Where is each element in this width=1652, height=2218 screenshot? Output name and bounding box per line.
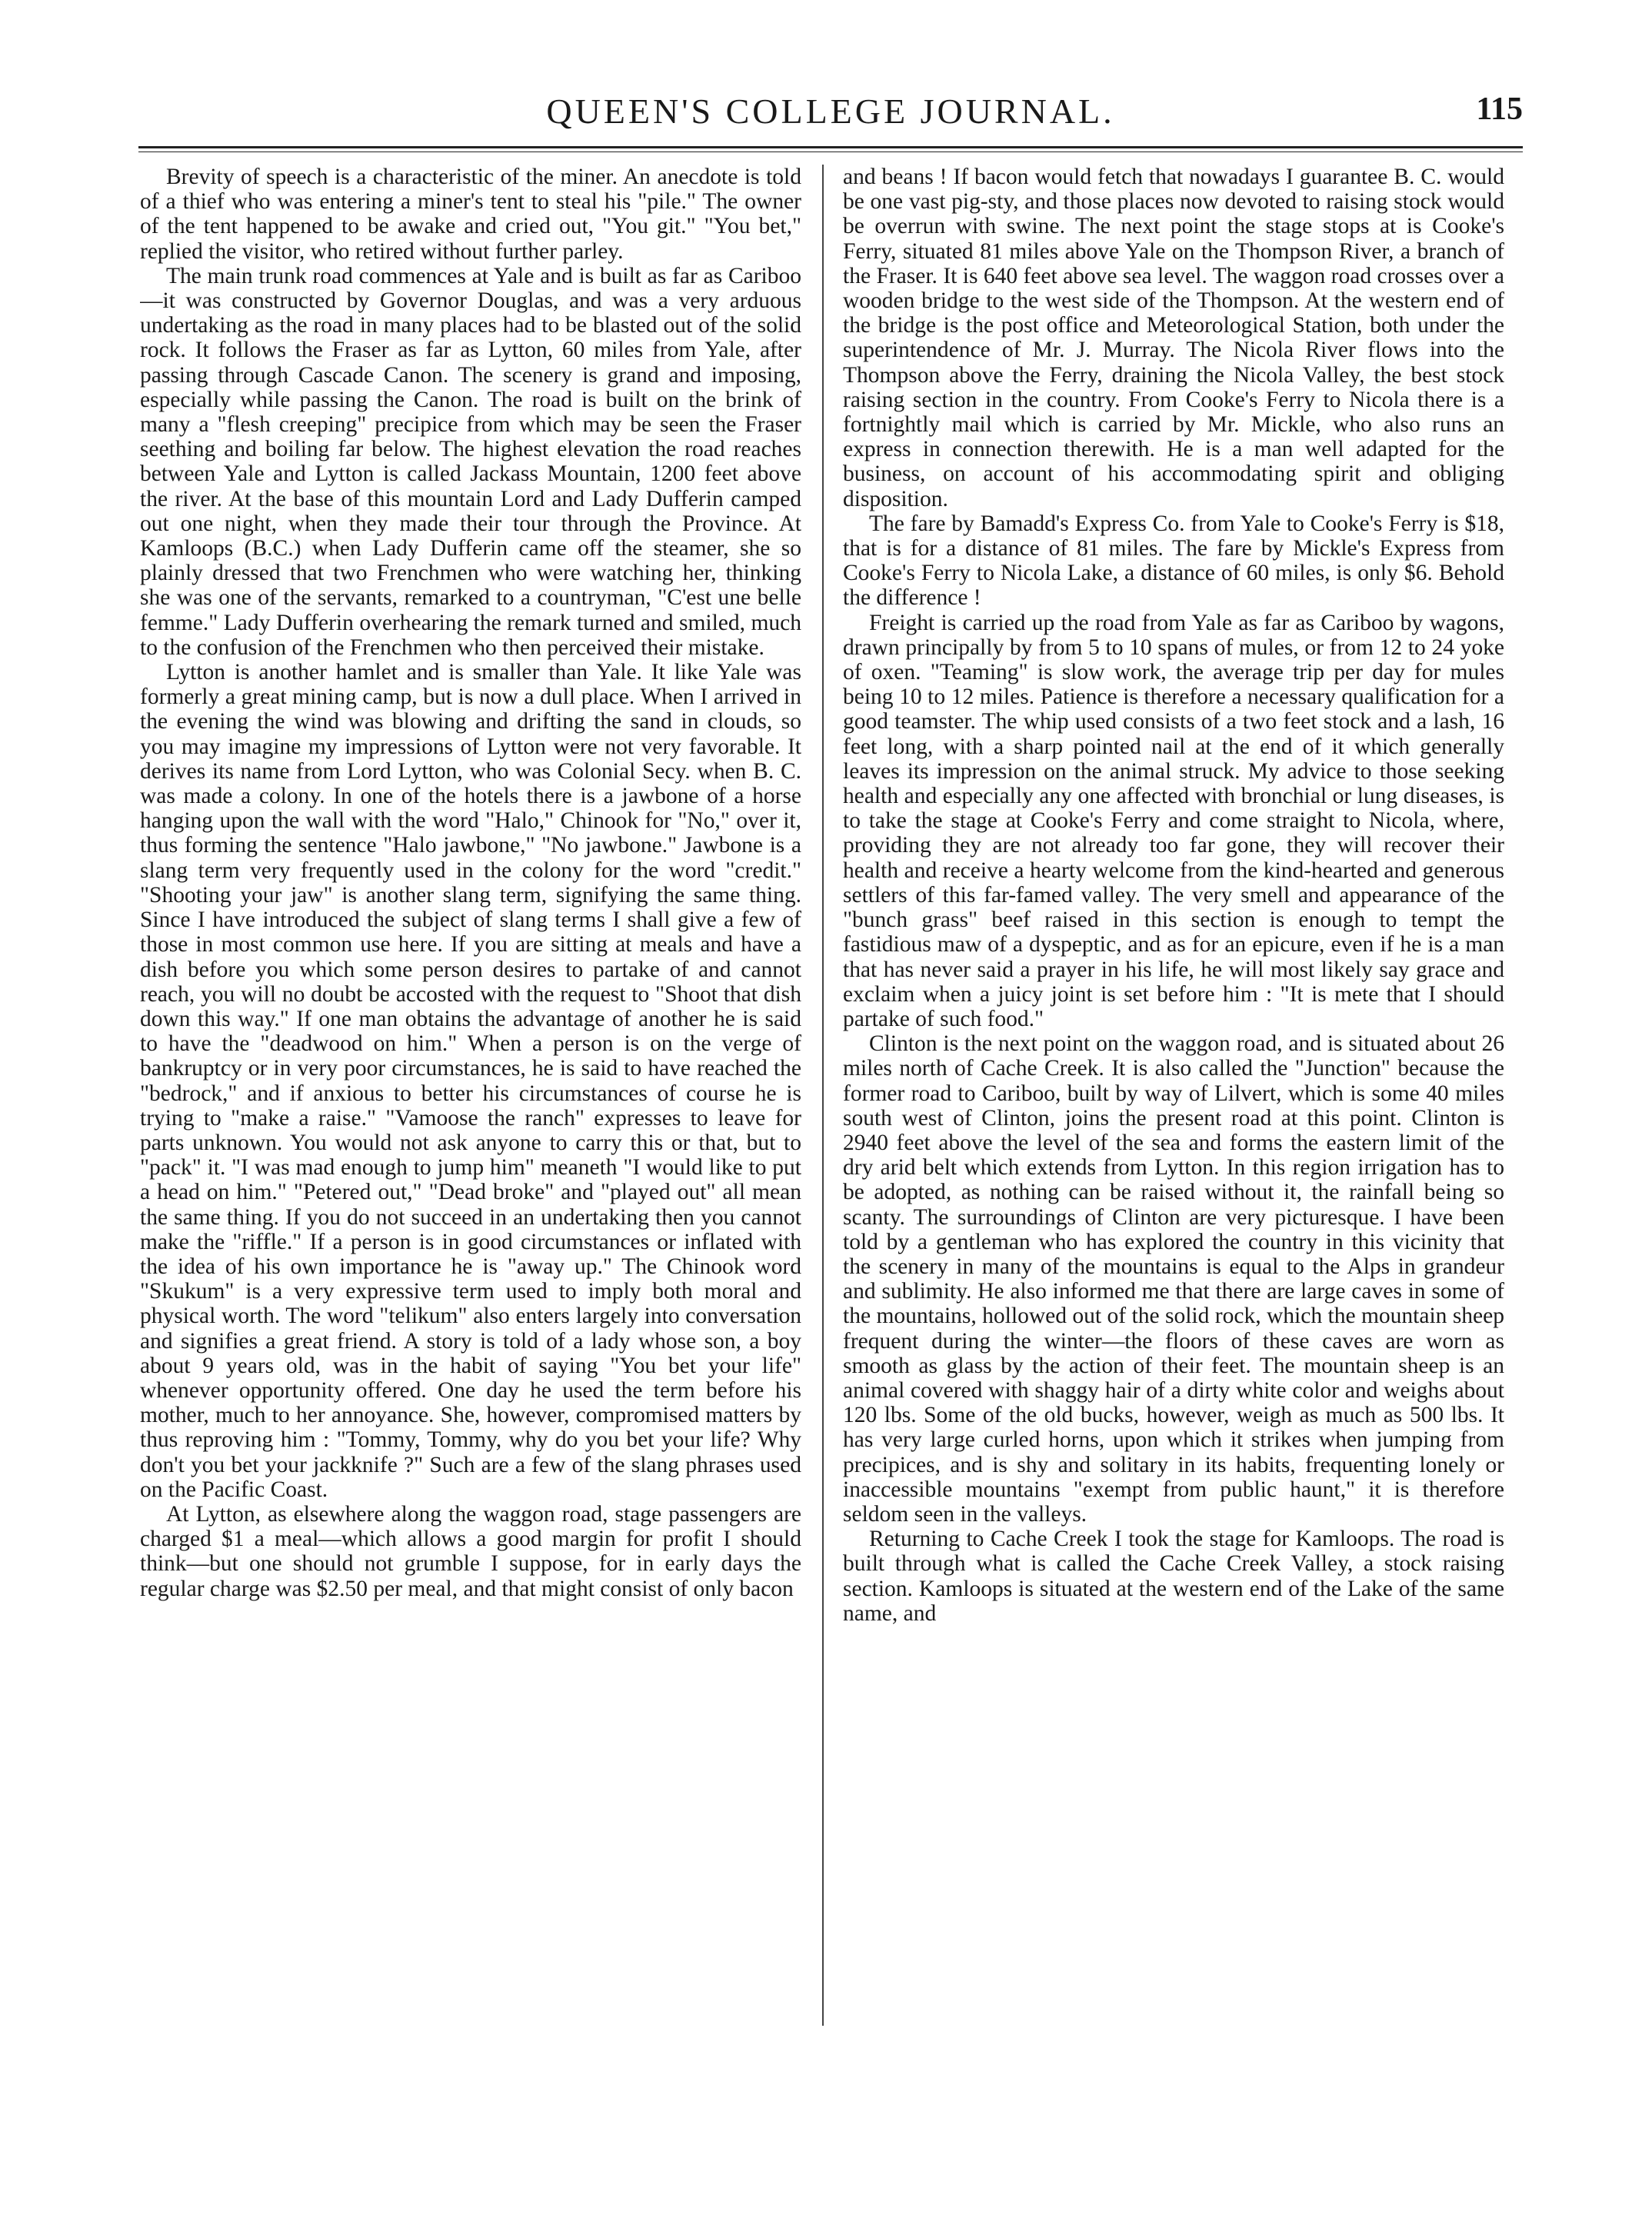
column-divider <box>822 165 824 2026</box>
paragraph: Brevity of speech is a characteristic of the miner. An anecdote is told of a thief who was entering a miner's tent to steal his "pile." The owner of the tent happened to be awake and cried out, "You git." "You bet," replied the visitor, who retired without further parley. <box>140 165 801 264</box>
paragraph: Lytton is another hamlet and is smaller than Yale. It like Yale was formerly a great mining camp, but is now a dull place. When I arrived in the evening the wind was blowing and drifting the sand in clouds, so you may imagine my impressions of Lytton were not very favorable. It derives its name from Lord Lytton, who was Colonial Secy. when B. C. was made a colony. In one of the hotels there is a jawbone of a horse hanging upon the wall with the word "Halo," Chinook for "No," over it, thus forming the sentence "Halo jawbone," "No jawbone." Jawbone is a slang term very frequently used in the colony for the word "credit." "Shooting your jaw" is another slang term, signifying the same thing. Since I have introduced the subject of slang terms I shall give a few of those in most common use here. If you are sitting at meals and have a dish before you which some person desires to partake of and cannot reach, you will no doubt be accosted with the request to "Shoot that dish down this way." If one man obtains the advantage of another he is said to have the "deadwood on him." When a person is on the verge of bankruptcy or in very poor circumstances, he is said to have reached the "bedrock," and if anxious to better his circumstances of course he is trying to "make a raise." "Vamoose the ranch" expresses to leave for parts unknown. You would not ask anyone to carry this or that, but to "pack" it. "I was mad enough to jump him" meaneth "I would like to put a head on him." "Petered out," "Dead broke" and "played out" all mean the same thing. If you do not succeed in an undertaking then you cannot make the "riffle." If a person is in good circumstances or inflated with the idea of his own importance he is "away up." The Chinook word "Skukum" is a very expressive term used to imply both moral and physical worth. The word "telikum" also enters largely into conversation and signifies a great friend. A story is told of a lady whose son, a boy about 9 years old, was in the habit of saying "You bet your life" whenever opportunity offered. One day he used the term before his mother, much to her annoyance. She, however, compromised matters by thus reproving him : "Tommy, Tommy, why do you bet your life? Why don't you bet your jackknife ?" Such are a few of the slang phrases used on the Pacific Coast. <box>140 660 801 1502</box>
paragraph: Freight is carried up the road from Yale as far as Cariboo by wagons, drawn principally by from 5 to 10 spans of mules, or from 12 to 24 yoke of oxen. "Teaming" is slow work, the average trip per day for mules being 10 to 12 miles. Patience is therefore a necessary qualification for a good teamster. The whip used consists of a two feet stock and a lash, 16 feet long, with a sharp pointed nail at the end of it which generally leaves its impression on the animal struck. My advice to those seeking health and especially any one affected with bronchial or lung diseases, is to take the stage at Cooke's Ferry and come straight to Nicola, where, providing they are not already too far gone, they will recover their health and receive a hearty welcome from the kind-hearted and generous settlers of this far-famed valley. The very smell and appearance of the "bunch grass" beef raised in this section is enough to tempt the fastidious maw of a dyspeptic, and as for an epicure, even if he is a man that has never said a prayer in his life, he will most likely say grace and exclaim when a juicy joint is set before him : "It is mete that I should partake of such food." <box>843 610 1504 1031</box>
header-rule <box>138 146 1523 152</box>
page-number: 115 <box>1476 92 1523 127</box>
running-head <box>138 86 1523 140</box>
paragraph: Returning to Cache Creek I took the stage for Kamloops. The road is built through what is called the Cache Creek Valley, a stock raising section. Kamloops is situated at the western end of the Lake of the same name, and <box>843 1527 1504 1626</box>
paragraph: The main trunk road commences at Yale and is built as far as Cariboo—it was constructed by Governor Douglas, and was a very arduous undertaking as the road in many places had to be blasted out of the solid rock. It follows the Fraser as far as Lytton, 60 miles from Yale, after passing through Cascade Canon. The scenery is grand and imposing, especially while passing the Canon. The road is built on the brink of many a "flesh creeping" precipice from which may be seen the Fraser seething and boiling far below. The highest elevation the road reaches between Yale and Lytton is called Jackass Mountain, 1200 feet above the river. At the base of this mountain Lord and Lady Dufferin camped out one night, when they made their tour through the Province. At Kamloops (B.C.) when Lady Dufferin came off the steamer, she so plainly dressed that two Frenchmen who were watching her, thinking she was one of the servants, remarked to a countryman, "C'est une belle femme." Lady Dufferin overhearing the remark turned and smiled, much to the confusion of the Frenchmen who then perceived their mistake. <box>140 263 801 660</box>
paragraph: At Lytton, as elsewhere along the waggon road, stage passengers are charged $1 a meal—which allows a good margin for profit I should think—but one should not grumble I suppose, for in early days the regular charge was $2.50 per meal, and that might consist of only bacon <box>140 1501 801 1601</box>
right-column <box>843 165 1504 2041</box>
left-column <box>140 165 801 2041</box>
paragraph: The fare by Bamadd's Express Co. from Yale to Cooke's Ferry is $18, that is for a distance of 81 miles. The fare by Mickle's Express from Cooke's Ferry to Nicola Lake, a distance of 60 miles, is only $6. Behold the difference ! <box>843 511 1504 611</box>
paragraph: Clinton is the next point on the waggon road, and is situated about 26 miles north of Cache Creek. It is also called the "Junction" because the former road to Cariboo, built by way of Lilvert, which is some 40 miles south west of Clinton, joins the present road at this point. Clinton is 2940 feet above the level of the sea and forms the eastern limit of the dry arid belt which extends from Lytton. In this region irrigation has to be adopted, as nothing can be raised without it, the rainfall being so scanty. The surroundings of Clinton are very picturesque. I have been told by a gentleman who has explored the country in this vicinity that the scenery in many of the mountains is equal to the Alps in grandeur and sublimity. He also informed me that there are large caves in some of the mountains, hollowed out of the solid rock, which the mountain sheep frequent during the winter—the floors of these caves are worn as smooth as glass by the action of their feet. The mountain sheep is an animal covered with shaggy hair of a dirty white color and weighs about 120 lbs. Some of the old bucks, however, weigh as much as 500 lbs. It has very large curled horns, upon which it strikes when jumping from precipices, and is shy and solitary in its habits, frequenting lonely or inaccessible mountains "exempt from public haunt," it is therefore seldom seen in the valleys. <box>843 1031 1504 1527</box>
journal-title: QUEEN'S COLLEGE JOURNAL. <box>546 92 1115 131</box>
paragraph: and beans ! If bacon would fetch that nowadays I guarantee B. C. would be one vast pig-sty, and those places now devoted to raising stock would be overrun with swine. The next point the stage stops at is Cooke's Ferry, situated 81 miles above Yale on the Thompson River, a branch of the Fraser. It is 640 feet above sea level. The waggon road crosses over a wooden bridge to the west side of the Thompson. At the western end of the bridge is the post office and Meteorological Station, both under the superintendence of Mr. J. Murray. The Nicola River flows into the Thompson above the Ferry, draining the Nicola Valley, the best stock raising section in the country. From Cooke's Ferry to Nicola there is a fortnightly mail which is carried by Mr. Mickle, who also runs an express in connection therewith. He is a man well adapted for the business, on account of his accommodating spirit and obliging disposition. <box>843 165 1504 511</box>
